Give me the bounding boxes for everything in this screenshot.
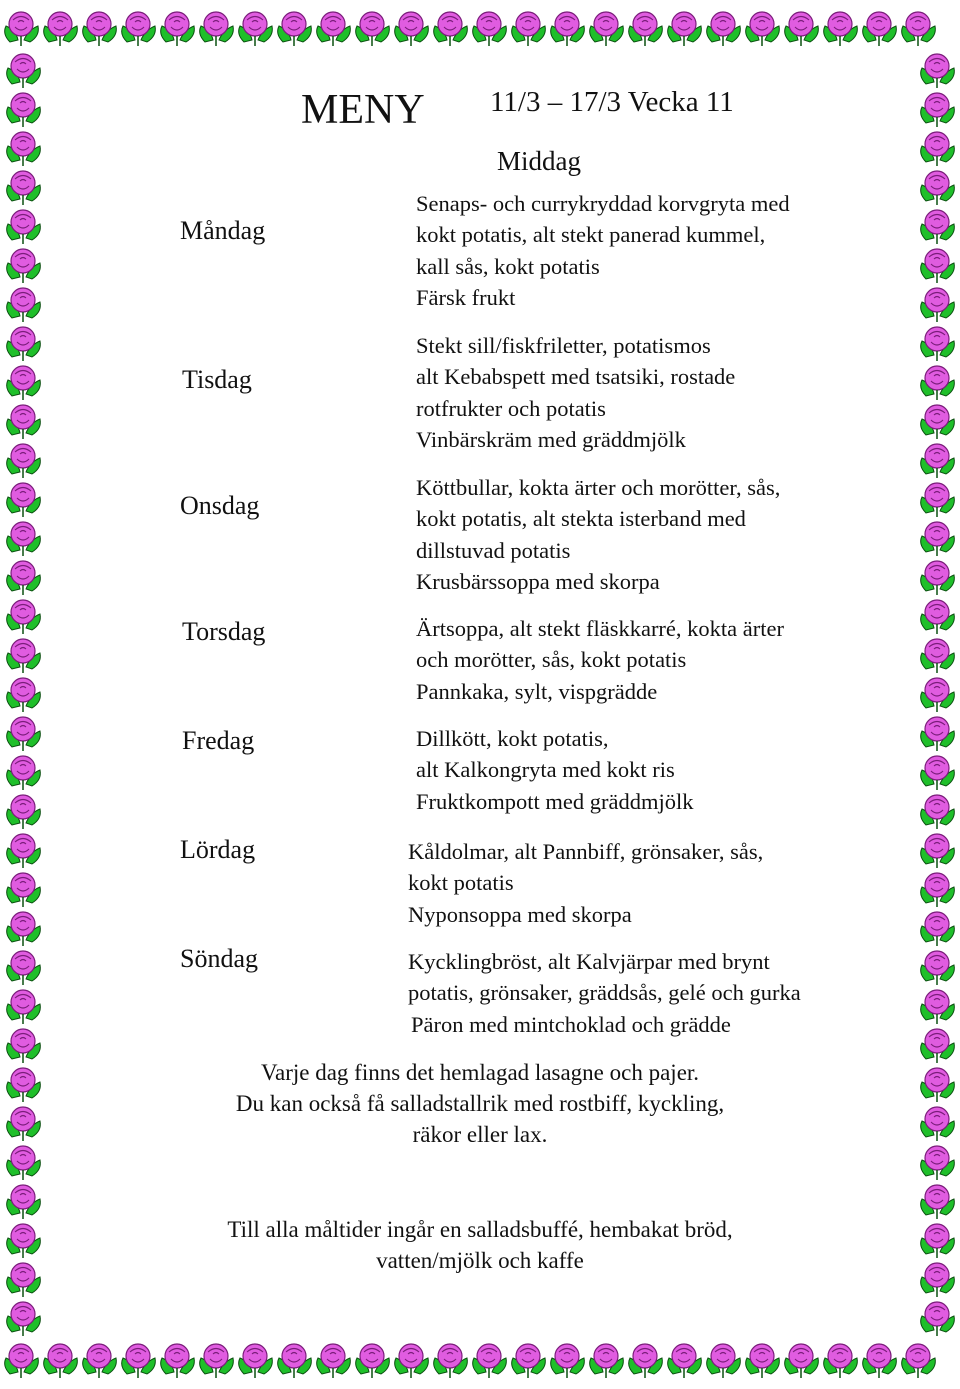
rose-icon [921, 1068, 955, 1102]
day-thursday: Torsdag [182, 617, 266, 646]
rose-icon [473, 1344, 507, 1378]
menu-title: MENY [301, 87, 425, 133]
rose-icon [921, 873, 955, 907]
menu-tuesday: Stekt sill/fiskfriletter, potatismos alt Kebabspett med tsatsiki, rostade rotfrukter och potatis Vinbärskräm med gräddmjölk [416, 333, 736, 452]
rose-icon [921, 288, 955, 322]
day-monday: Måndag [180, 216, 266, 245]
rose-icon [902, 12, 936, 46]
rose-icon [921, 1263, 955, 1297]
rose-icon [512, 1344, 546, 1378]
rose-icon [317, 1344, 351, 1378]
rose-icon [707, 12, 741, 46]
rose-icon [7, 639, 41, 673]
rose-icon [7, 873, 41, 907]
menu-monday: Senaps- och currykryddad korvgryta med kokt potatis, alt stekt panerad kummel, kall sås, kokt potatis Färsk frukt [416, 191, 790, 310]
rose-icon [902, 1344, 936, 1378]
rose-icon [824, 12, 858, 46]
rose-icon [317, 12, 351, 46]
rose-icon [7, 1107, 41, 1141]
rose-icon [746, 12, 780, 46]
rose-icon [921, 405, 955, 439]
rose-icon [278, 1344, 312, 1378]
menu-wednesday: Köttbullar, kokta ärter och morötter, sås, kokt potatis, alt stekta isterband med dillstuvad potatis Krusbärssoppa med skorpa [416, 475, 781, 594]
rose-icon [921, 1146, 955, 1180]
rose-icon [356, 1344, 390, 1378]
rose-icon [83, 1344, 117, 1378]
rose-icon [785, 1344, 819, 1378]
rose-icon [921, 1224, 955, 1258]
rose-icon [921, 54, 955, 88]
rose-icon [921, 561, 955, 595]
rose-icon [239, 1344, 273, 1378]
rose-icon [356, 12, 390, 46]
rose-icon [921, 639, 955, 673]
rose-icon [629, 1344, 663, 1378]
meal-heading: Middag [497, 146, 581, 176]
rose-icon [200, 1344, 234, 1378]
rose-icon [7, 951, 41, 985]
rose-icon [395, 1344, 429, 1378]
rose-icon [921, 1029, 955, 1063]
rose-icon [921, 1302, 955, 1336]
rose-icon [921, 327, 955, 361]
menu-saturday: Kåldolmar, alt Pannbiff, grönsaker, sås, kokt potatis Nyponsoppa med skorpa [408, 839, 764, 927]
rose-icon [512, 12, 546, 46]
rose-icon [7, 561, 41, 595]
rose-icon [921, 990, 955, 1024]
rose-icon [668, 1344, 702, 1378]
menu-friday: Dillkött, kokt potatis, alt Kalkongryta med kokt ris Fruktkompott med gräddmjölk [416, 726, 694, 814]
rose-icon [7, 717, 41, 751]
rose-icon [7, 210, 41, 244]
rose-icon [7, 834, 41, 868]
rose-icon [551, 1344, 585, 1378]
rose-icon [746, 1344, 780, 1378]
rose-icon [7, 444, 41, 478]
rose-icon [921, 132, 955, 166]
day-wednesday: Onsdag [180, 491, 260, 520]
rose-icon [200, 12, 234, 46]
rose-icon [7, 288, 41, 322]
rose-icon [921, 522, 955, 556]
rose-icon [921, 834, 955, 868]
rose-icon [921, 1107, 955, 1141]
daily-note: Varje dag finns det hemlagad lasagne och pajer. Du kan också få salladstallrik med rostbiff, kyckling, räkor eller lax. [235, 1060, 725, 1147]
rose-icon [7, 1146, 41, 1180]
rose-icon [921, 951, 955, 985]
rose-icon [7, 756, 41, 790]
day-friday: Fredag [182, 726, 255, 755]
rose-icon [668, 12, 702, 46]
week-label: 11/3 – 17/3 Vecka 11 [490, 86, 734, 118]
rose-icon [395, 12, 429, 46]
rose-icon [161, 1344, 195, 1378]
rose-icon [5, 1344, 39, 1378]
rose-icon [5, 12, 39, 46]
rose-icon [122, 12, 156, 46]
rose-icon [921, 912, 955, 946]
rose-icon [590, 1344, 624, 1378]
rose-icon [921, 717, 955, 751]
rose-icon [824, 1344, 858, 1378]
rose-icon [7, 1302, 41, 1336]
rose-icon [921, 93, 955, 127]
rose-icon [278, 12, 312, 46]
rose-icon [44, 1344, 78, 1378]
rose-icon [921, 171, 955, 205]
rose-icon [921, 600, 955, 634]
rose-icon [7, 327, 41, 361]
rose-icon [629, 12, 663, 46]
rose-icon [7, 795, 41, 829]
rose-icon [921, 678, 955, 712]
rose-icon [921, 366, 955, 400]
rose-icon [551, 12, 585, 46]
rose-icon [7, 1029, 41, 1063]
rose-icon [921, 1185, 955, 1219]
rose-icon [7, 93, 41, 127]
rose-icon [7, 522, 41, 556]
rose-icon [863, 12, 897, 46]
day-sunday: Söndag [180, 944, 258, 973]
rose-icon [7, 54, 41, 88]
rose-icon [7, 1185, 41, 1219]
rose-icon [161, 12, 195, 46]
rose-icon [434, 1344, 468, 1378]
rose-icon [83, 12, 117, 46]
rose-icon [707, 1344, 741, 1378]
day-saturday: Lördag [180, 835, 256, 864]
rose-icon [921, 795, 955, 829]
rose-icon [921, 210, 955, 244]
rose-icon [7, 1068, 41, 1102]
rose-icon [7, 912, 41, 946]
rose-icon [7, 1263, 41, 1297]
day-tuesday: Tisdag [182, 365, 252, 394]
rose-icon [785, 12, 819, 46]
rose-icon [921, 444, 955, 478]
rose-icon [7, 990, 41, 1024]
rose-icon [473, 12, 507, 46]
rose-icon [921, 483, 955, 517]
rose-icon [239, 12, 273, 46]
rose-icon [434, 12, 468, 46]
menu-sunday: Kycklingbröst, alt Kalvjärpar med brynt potatis, grönsaker, gräddsås, gelé och gurka Päron med mintchoklad och grädde [408, 949, 801, 1037]
rose-icon [7, 171, 41, 205]
rose-icon [7, 678, 41, 712]
rose-icon [590, 12, 624, 46]
rose-icon [122, 1344, 156, 1378]
rose-icon [7, 132, 41, 166]
rose-icon [7, 249, 41, 283]
rose-icon [863, 1344, 897, 1378]
menu-thursday: Ärtsoppa, alt stekt fläskkarré, kokta ärter och morötter, sås, kokt potatis Pannkaka, sylt, vispgrädde [416, 616, 784, 704]
rose-icon [7, 483, 41, 517]
rose-icon [7, 366, 41, 400]
rose-icon [44, 12, 78, 46]
rose-icon [921, 249, 955, 283]
rose-icon [7, 1224, 41, 1258]
rose-icon [7, 405, 41, 439]
footer-note: Till alla måltider ingår en salladsbuffé, hembakat bröd, vatten/mjölk och kaffe [227, 1217, 733, 1273]
rose-icon [7, 600, 41, 634]
rose-icon [921, 756, 955, 790]
